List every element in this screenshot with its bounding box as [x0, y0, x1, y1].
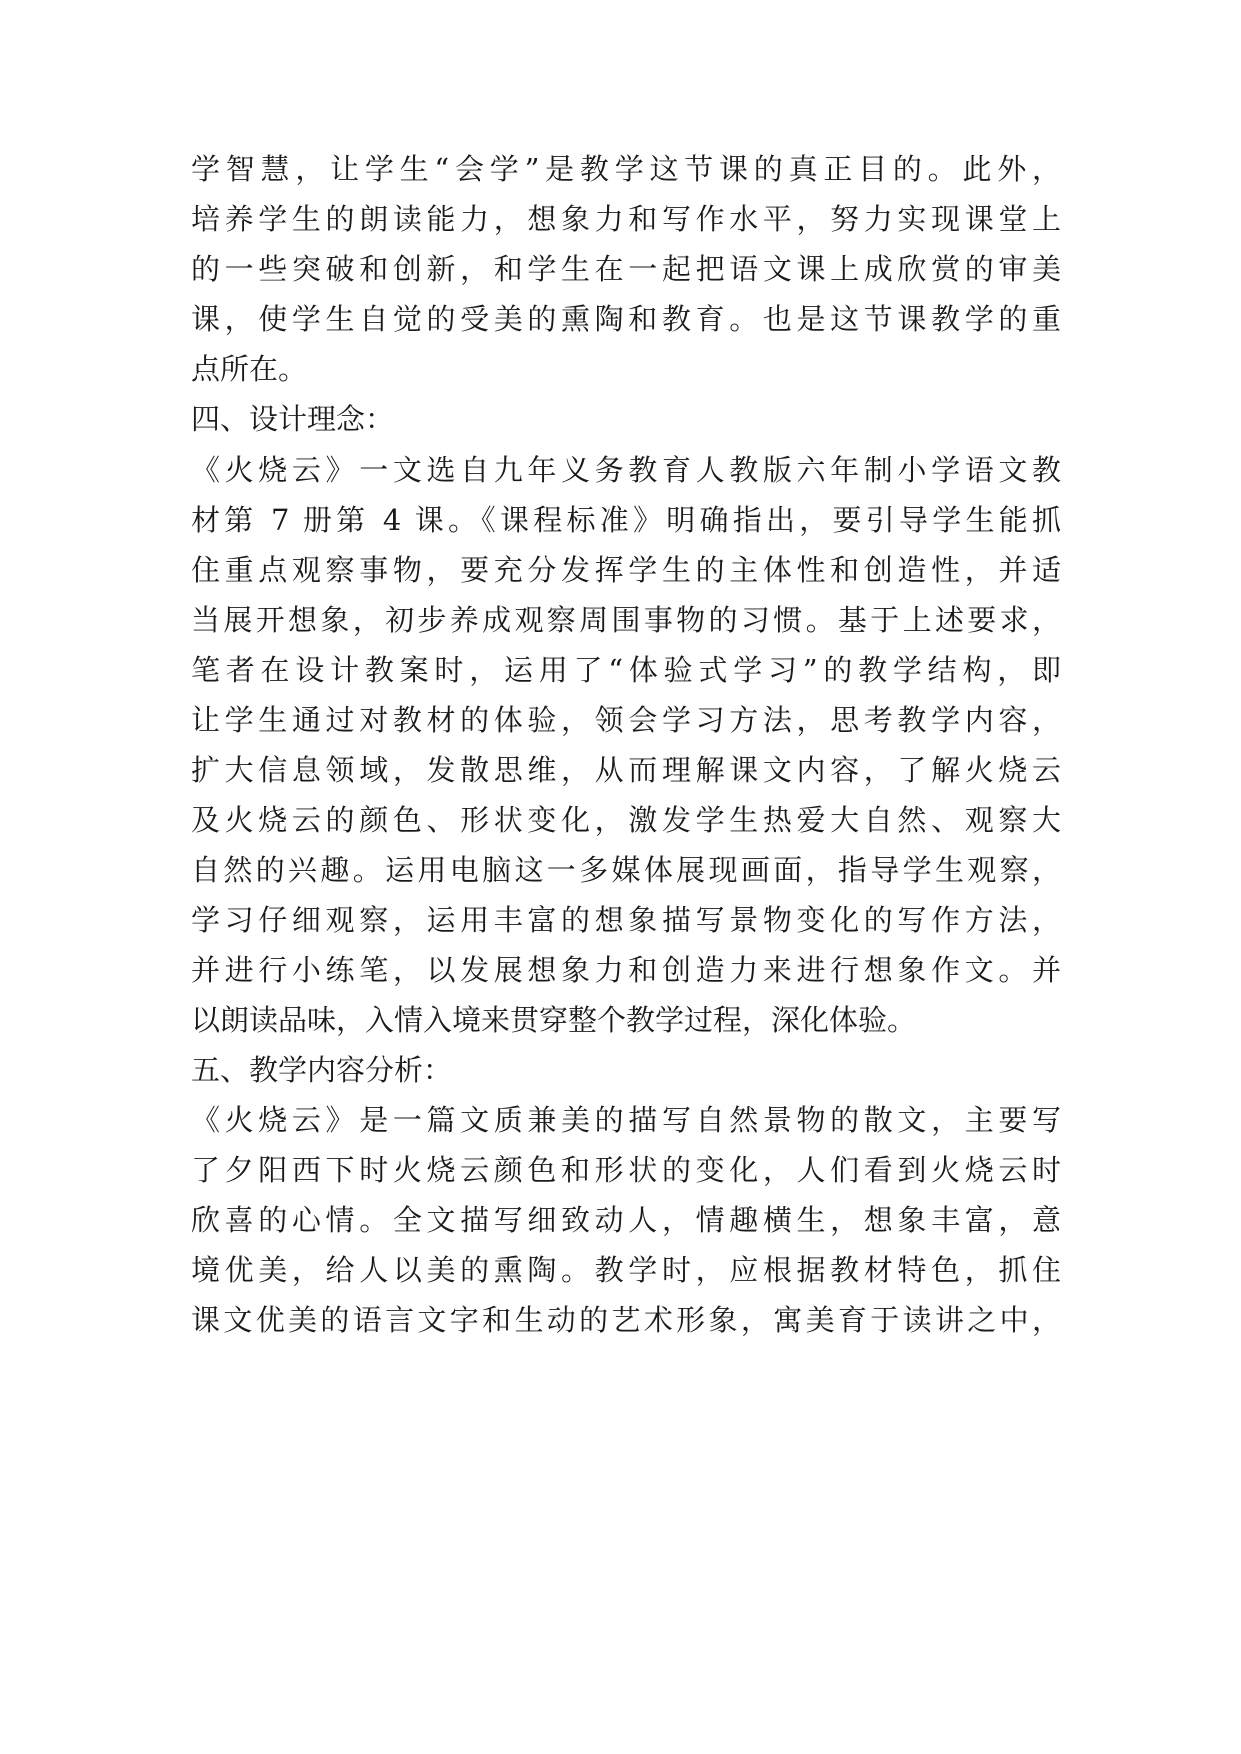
text-line: 的一些突破和创新，和学生在一起把语文课上成欣赏的审美: [191, 252, 1061, 286]
text-line: 境优美，给人以美的熏陶。教学时，应根据教材特色，抓住: [191, 1253, 1061, 1287]
text-line: 及火烧云的颜色、形状变化，激发学生热爱大自然、观察大: [191, 803, 1061, 837]
section-heading: 五、教学内容分析：: [191, 1053, 453, 1087]
text-line: 欣喜的心情。全文描写细致动人，情趣横生，想象丰富，意: [191, 1203, 1061, 1237]
text-line: 了夕阳西下时火烧云颜色和形状的变化，人们看到火烧云时: [191, 1153, 1061, 1187]
text-line: 培养学生的朗读能力，想象力和写作水平，努力实现课堂上: [191, 202, 1061, 236]
text-line: 《火烧云》一文选自九年义务教育人教版六年制小学语文教: [191, 453, 1061, 487]
text-line: 学智慧，让学生“会学”是教学这节课的真正目的。此外，: [191, 152, 1061, 186]
text-line: 当展开想象，初步养成观察周围事物的习惯。基于上述要求，: [191, 603, 1061, 637]
text-line: 以朗读品味，入情入境来贯穿整个教学过程，深化体验。: [191, 1003, 917, 1037]
text-line: 住重点观察事物，要充分发挥学生的主体性和创造性，并适: [191, 553, 1061, 587]
section-heading: 四、设计理念：: [191, 402, 395, 436]
text-line: 自然的兴趣。运用电脑这一多媒体展现画面，指导学生观察，: [191, 853, 1061, 887]
text-line: 课文优美的语言文字和生动的艺术形象，寓美育于读讲之中，: [191, 1303, 1061, 1337]
text-line: 笔者在设计教案时，运用了“体验式学习”的教学结构，即: [191, 653, 1061, 687]
text-line: 扩大信息领域，发散思维，从而理解课文内容，了解火烧云: [191, 753, 1061, 787]
text-line: 并进行小练笔，以发展想象力和创造力来进行想象作文。并: [191, 953, 1061, 987]
text-line: 课，使学生自觉的受美的熏陶和教育。也是这节课教学的重: [191, 302, 1061, 336]
text-line: 《火烧云》是一篇文质兼美的描写自然景物的散文，主要写: [191, 1103, 1061, 1137]
text-line: 让学生通过对教材的体验，领会学习方法，思考教学内容，: [191, 703, 1061, 737]
text-line: 点所在。: [191, 352, 308, 386]
text-line: 材第 7 册第 4 课。《课程标准》明确指出，要引导学生能抓: [191, 503, 1061, 537]
text-line: 学习仔细观察，运用丰富的想象描写景物变化的写作方法，: [191, 903, 1061, 937]
